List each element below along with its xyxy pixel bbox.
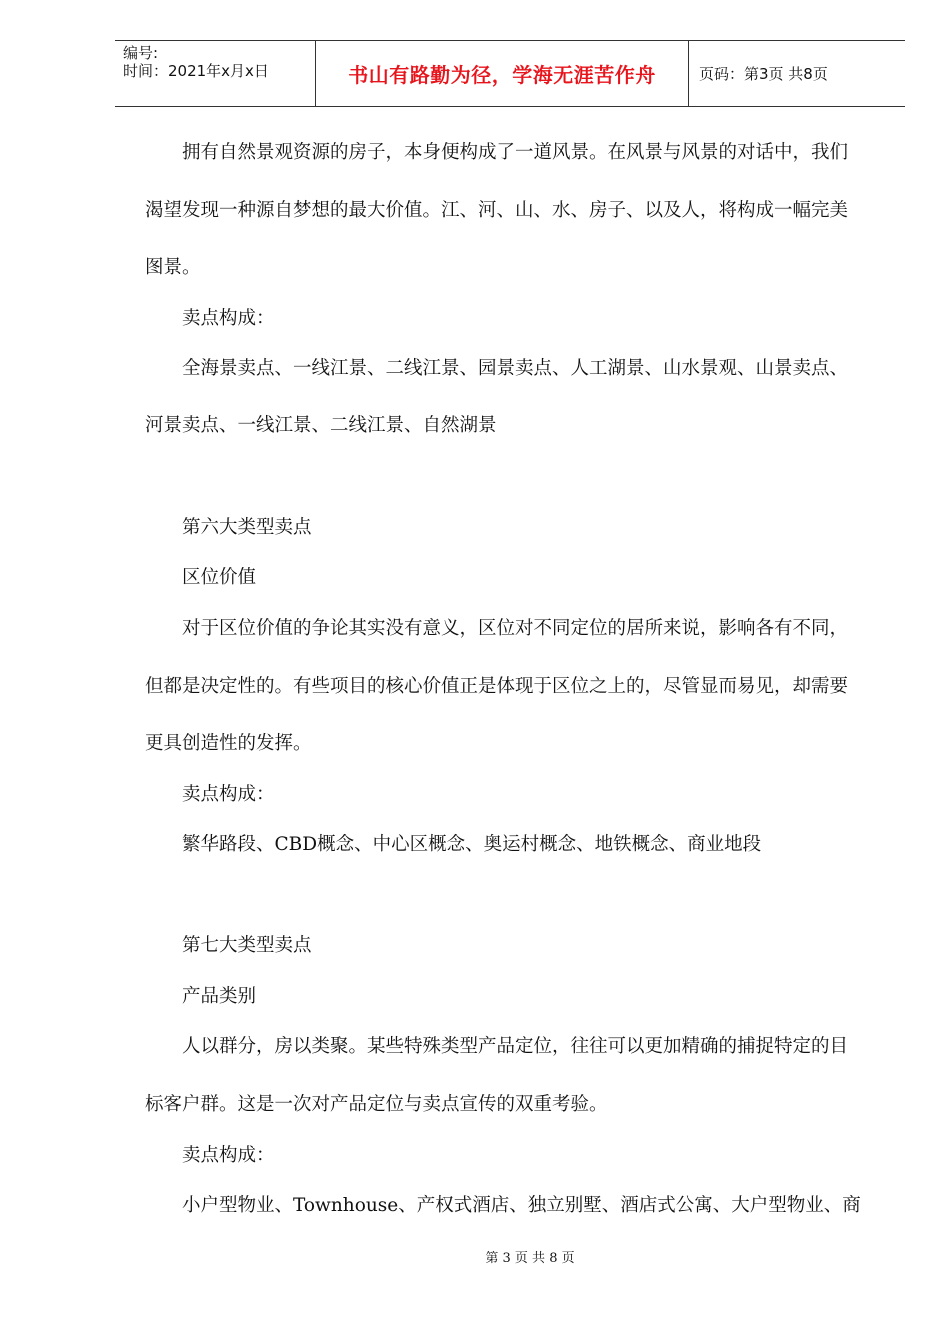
paragraph-line: 人以群分，房以类聚。某些特殊类型产品定位，往往可以更加精确的捕捉特定的目 [182,1036,849,1057]
paragraph-line: 但都是决定性的。有些项目的核心价值正是体现于区位之上的，尽管显而易见，却需要 [145,676,849,697]
section-label: 卖点构成： [182,784,275,805]
section-subheading: 区位价值 [182,567,257,588]
paragraph-line: 对于区位价值的争论其实没有意义，区位对不同定位的居所来说，影响各有不同， [182,618,849,639]
paragraph-line: 更具创造性的发挥。 [145,733,312,754]
paragraph-line: 拥有自然景观资源的房子，本身便构成了一道风景。在风景与风景的对话中，我们 [182,142,849,163]
section-heading: 第六大类型卖点 [182,517,312,538]
section-label: 卖点构成： [182,308,275,329]
page-header [115,40,905,107]
paragraph-line: 繁华路段、CBD概念、中心区概念、奥运村概念、地铁概念、商业地段 [182,834,762,855]
section-heading: 第七大类型卖点 [182,935,312,956]
code-label: 编号: [123,44,159,62]
section-subheading: 产品类别 [182,986,257,1007]
page-footer: 第 3 页 共 8 页 [485,1251,575,1266]
paragraph-line: 图景。 [145,257,201,278]
section-label: 卖点构成： [182,1145,275,1166]
paragraph-line: 全海景卖点、一线江景、二线江景、园景卖点、人工湖景、山水景观、山景卖点、 [182,358,849,379]
header-page-info: 页码：第3页 共8页 [699,65,828,83]
header-slogan: 书山有路勤为径，学海无涯苦作舟 [316,41,689,106]
paragraph-line: 河景卖点、一线江景、二线江景、自然湖景 [145,415,497,436]
header-meta [115,41,316,106]
time-label: 时间：2021年x月x日 [123,62,269,80]
paragraph-line: 渴望发现一种源自梦想的最大价值。江、河、山、水、房子、以及人，将构成一幅完美 [145,200,849,221]
paragraph-line: 标客户群。这是一次对产品定位与卖点宣传的双重考验。 [145,1094,608,1115]
paragraph-line: 小户型物业、Townhouse、产权式酒店、独立别墅、酒店式公寓、大户型物业、商 [182,1195,861,1216]
